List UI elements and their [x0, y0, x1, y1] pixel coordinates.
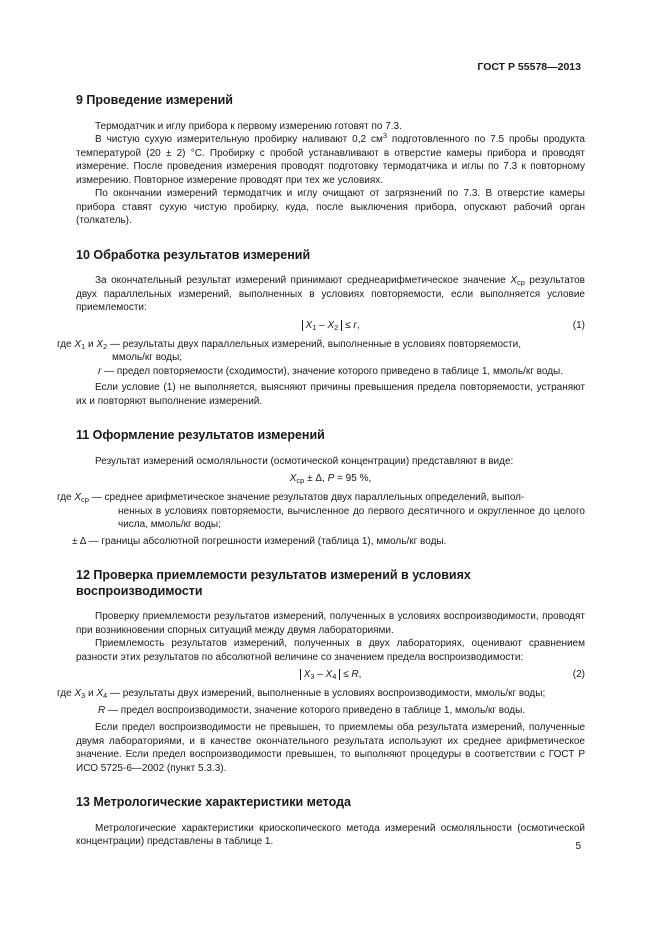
s10-paragraph-2: Если условие (1) не выполняется, выясняют причины превышения предела повторяемости, устраняют их и повторяют выполнение измерений.	[76, 382, 585, 407]
document-code: ГОСТ Р 55578—2013	[477, 61, 581, 73]
formula-result-expression: $X_{ср} \pm \Delta$, P = 95 %,	[289, 473, 372, 485]
s11-definition-delta: ± Δ — границы абсолютной погрешности измерений (таблица 1), ммоль/кг воды.	[72, 535, 447, 547]
page-number: 5	[575, 840, 581, 852]
s12-paragraph-3: Если предел воспроизводимости не превышен, то приемлемы оба результата измерений, полученные двумя лабораториями, и в качестве окончательного результата используют их среднее арифметическое значение. Если предел воспроизводимости превышен, то выполняют процедуры в соответствии с ГОСТ Р ИСО 5725-6—2002 (пункт 5.3.3).	[76, 722, 585, 774]
section-9-title: 9 Проведение измерений	[76, 93, 233, 107]
s11-paragraph-1: Результат измерений осмоляльности (осмотической концентрации) представляют в виде:	[95, 455, 514, 467]
document-body	[57, 93, 585, 849]
s9-paragraph-1: Термодатчик и иглу прибора к первому измерению готовят по 7.3.	[95, 120, 402, 132]
section-12-title: 12 Проверка приемлемости результатов измерений в условиях воспроизводимости	[76, 568, 471, 598]
s10-definition-x1x2: где $X_1$ и $X_2$ — результаты двух параллельных измерений, выполненные в условиях повторяемости, ммоль/кг воды;	[57, 338, 522, 363]
formula-result	[76, 472, 585, 488]
s12-paragraph-2: Приемлемость результатов измерений, полученных в двух лабораториях, оценивают сравнением разности этих результатов по абсолютной величине со значением предела воспроизводимости:	[76, 638, 585, 663]
formula-2-number: (2)	[572, 669, 585, 680]
s11-definition-xcp: где $X_{ср}$ — среднее арифметическое значение результатов двух параллельных определений, выпол- ненных в условиях повторяемости, вычисленное до первого десятичного и округленное до целого числа, ммоль/кг воды;	[57, 492, 585, 530]
formula-1-expression: $X_1 - X_2 \le r$,	[76, 319, 585, 333]
section-11-title: 11 Оформление результатов измерений	[76, 428, 325, 442]
s12-definition-x3x4: где $X_3$ и $X_4$ — результаты двух измерений, выполненные в условиях воспроизводимости, ммоль/кг воды;	[57, 688, 546, 700]
s12-paragraph-1: Проверку приемлемости результатов измерений, полученных в условиях воспроизводимости, проводят при возникновении спорных ситуаций между двумя лабораториями.	[76, 611, 585, 636]
formula-2-expression: $X_3 - X_4 \le R$,	[76, 668, 585, 682]
section-10-title: 10 Обработка результатов измерений	[76, 247, 311, 262]
formula-1	[76, 319, 585, 335]
s12-definition-R: R — предел воспроизводимости, значение которого приведено в таблице 1, ммоль/кг воды.	[98, 704, 526, 716]
s10-definition-r: r — предел повторяемости (сходимости), значение которого приведено в таблице 1, ммоль/кг воды.	[98, 365, 564, 377]
s9-paragraph-2: В чистую сухую измерительную пробирку наливают 0,2 $см^3$ подготовленного по 7.5 пробы продукта температурой (20 ± 2) °С. Пробирку с пробой устанавливают в отверстие камеры прибора и проводят измерение. После проведения измерения проводят подготовку термодатчика и иглы по 7.3 к повторному измерению. Повторное измерение проводят при тех же условиях.	[76, 131, 585, 186]
s10-paragraph-1: За окончательный результат измерений принимают среднеарифметическое значение $X_{ср}$ результатов двух параллельных измерений, выполненных в условиях повторяемости, если выполняется условие приемлемости:	[76, 275, 585, 313]
s9-paragraph-3: По окончании измерений термодатчик и иглу очищают от загрязнений по 7.3. В отверстие камеры прибора ставят сухую чистую пробирку, куда, после выключения прибора, опускают рабочий орган (толкатель).	[76, 188, 585, 226]
formula-1-number: (1)	[572, 319, 585, 331]
section-13-title: 13 Метрологические характеристики метода	[76, 795, 351, 809]
s13-paragraph-1: Метрологические характеристики криоскопического метода измерений осмоляльности (осмотической концентрации) представлены в таблице 1.	[76, 822, 585, 847]
formula-2	[76, 668, 585, 684]
